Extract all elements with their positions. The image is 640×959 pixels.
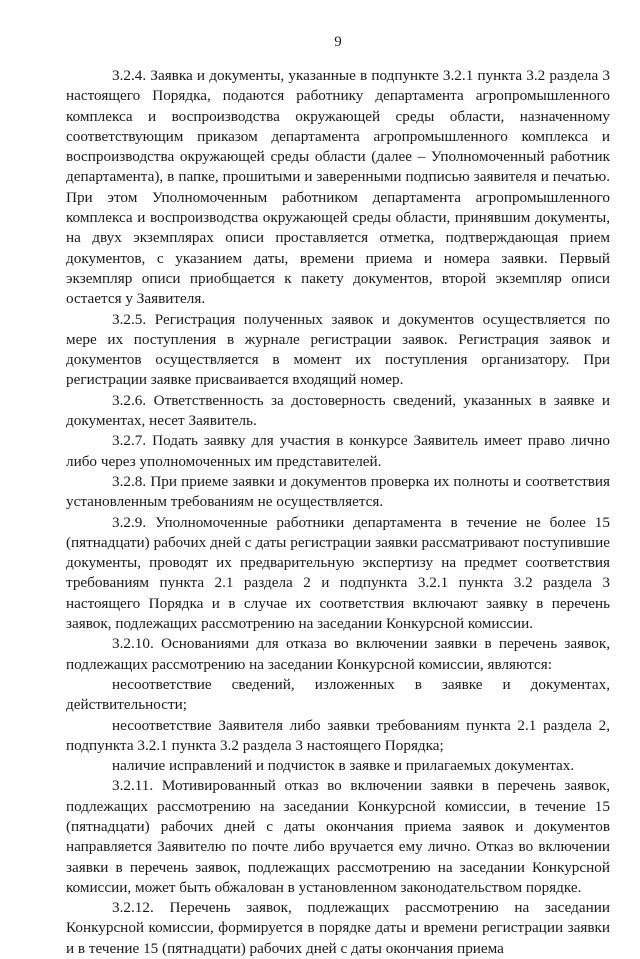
paragraph-3-2-12: 3.2.12. Перечень заявок, подлежащих рассмотрению на заседании Конкурсной комиссии, формируется в порядке даты и времени регистрации заявки и в течение 15 (пятнадцати) рабочих дней с даты окончания приема xyxy=(66,899,610,957)
paragraph-3-2-11: 3.2.11. Мотивированный отказ во включении заявки в перечень заявок, подлежащих рассмотрению на заседании Конкурсной комиссии, в течение 15 (пятнадцати) рабочих дней с даты окончания приема заявок и документов направляется Заявителю по почте либо вручается ему лично. Отказ во включении заявки в перечень заявок, подлежащих рассмотрению на заседании Конкурсной комиссии, может быть обжалован в установленном законодательством порядке. xyxy=(66,777,610,896)
paragraph-3-2-6: 3.2.6. Ответственность за достоверность сведений, указанных в заявке и документах, несет Заявитель. xyxy=(66,391,610,430)
paragraph-3-2-9: 3.2.9. Уполномоченные работники департамента в течение не более 15 (пятнадцати) рабочих дней с даты регистрации заявки рассматривают поступившие документы, проводят их предварительную экспертизу на предмет соответствия требованиям пункта 2.1 раздела 2 и подпункта 3.2.1 пункта 3.2 раздела 3 настоящего Порядка и в случае их соответствия включают заявку в перечень заявок, подлежащих рассмотрению на заседании Конкурсной комиссии. xyxy=(66,513,610,633)
refusal-reason-item: несоответствие сведений, изложенных в заявке и документах, действительности; xyxy=(66,675,610,714)
refusal-reason-item: несоответствие Заявителя либо заявки требованиям пункта 2.1 раздела 2, подпункта 3.2.1 пункта 3.2 раздела 3 настоящего Порядка; xyxy=(66,716,610,754)
paragraph-3-2-5: 3.2.5. Регистрация полученных заявок и документов осуществляется по мере их поступления в журнале регистрации заявок. Регистрация заявок и документов осуществляется в момент их поступления организатору. При регистрации заявке присваивается входящий номер. xyxy=(66,310,610,389)
paragraph-3-2-8: 3.2.8. При приеме заявки и документов проверка их полноты и соответствия установленным требованиям не осуществляется. xyxy=(66,472,610,511)
refusal-reason-item: наличие исправлений и подчисток в заявке и прилагаемых документах. xyxy=(112,757,575,775)
paragraph-3-2-10: 3.2.10. Основаниями для отказа во включении заявки в перечень заявок, подлежащих рассмотрению на заседании Конкурсной комиссии, являются: xyxy=(66,635,610,673)
page-number: 9 xyxy=(334,34,342,50)
paragraph-3-2-7: 3.2.7. Подать заявку для участия в конкурсе Заявитель имеет право лично либо через уполномоченных им представителей. xyxy=(66,432,610,470)
paragraph-3-2-4: 3.2.4. Заявка и документы, указанные в подпункте 3.2.1 пункта 3.2 раздела 3 настоящего Порядка, подаются работнику департамента агропромышленного комплекса и воспроизводства окружающей среды области, назначенному соответствующим приказом департамента агропромышленного комплекса и воспроизводства окружающей среды области (далее – Уполномоченный работник департамента), в папке, прошитыми и заверенными подписью заявителя и печатью. При этом Уполномоченным работником департамента агропромышленного комплекса и воспроизводства окружающей среды области, принявшим документы, на двух экземплярах описи проставляется отметка, подтверждающая прием документов, с указанием даты, времени приема и номера заявки. Первый экземпляр описи приобщается к пакету документов, второй экземпляр описи остается у Заявителя. xyxy=(66,67,610,308)
